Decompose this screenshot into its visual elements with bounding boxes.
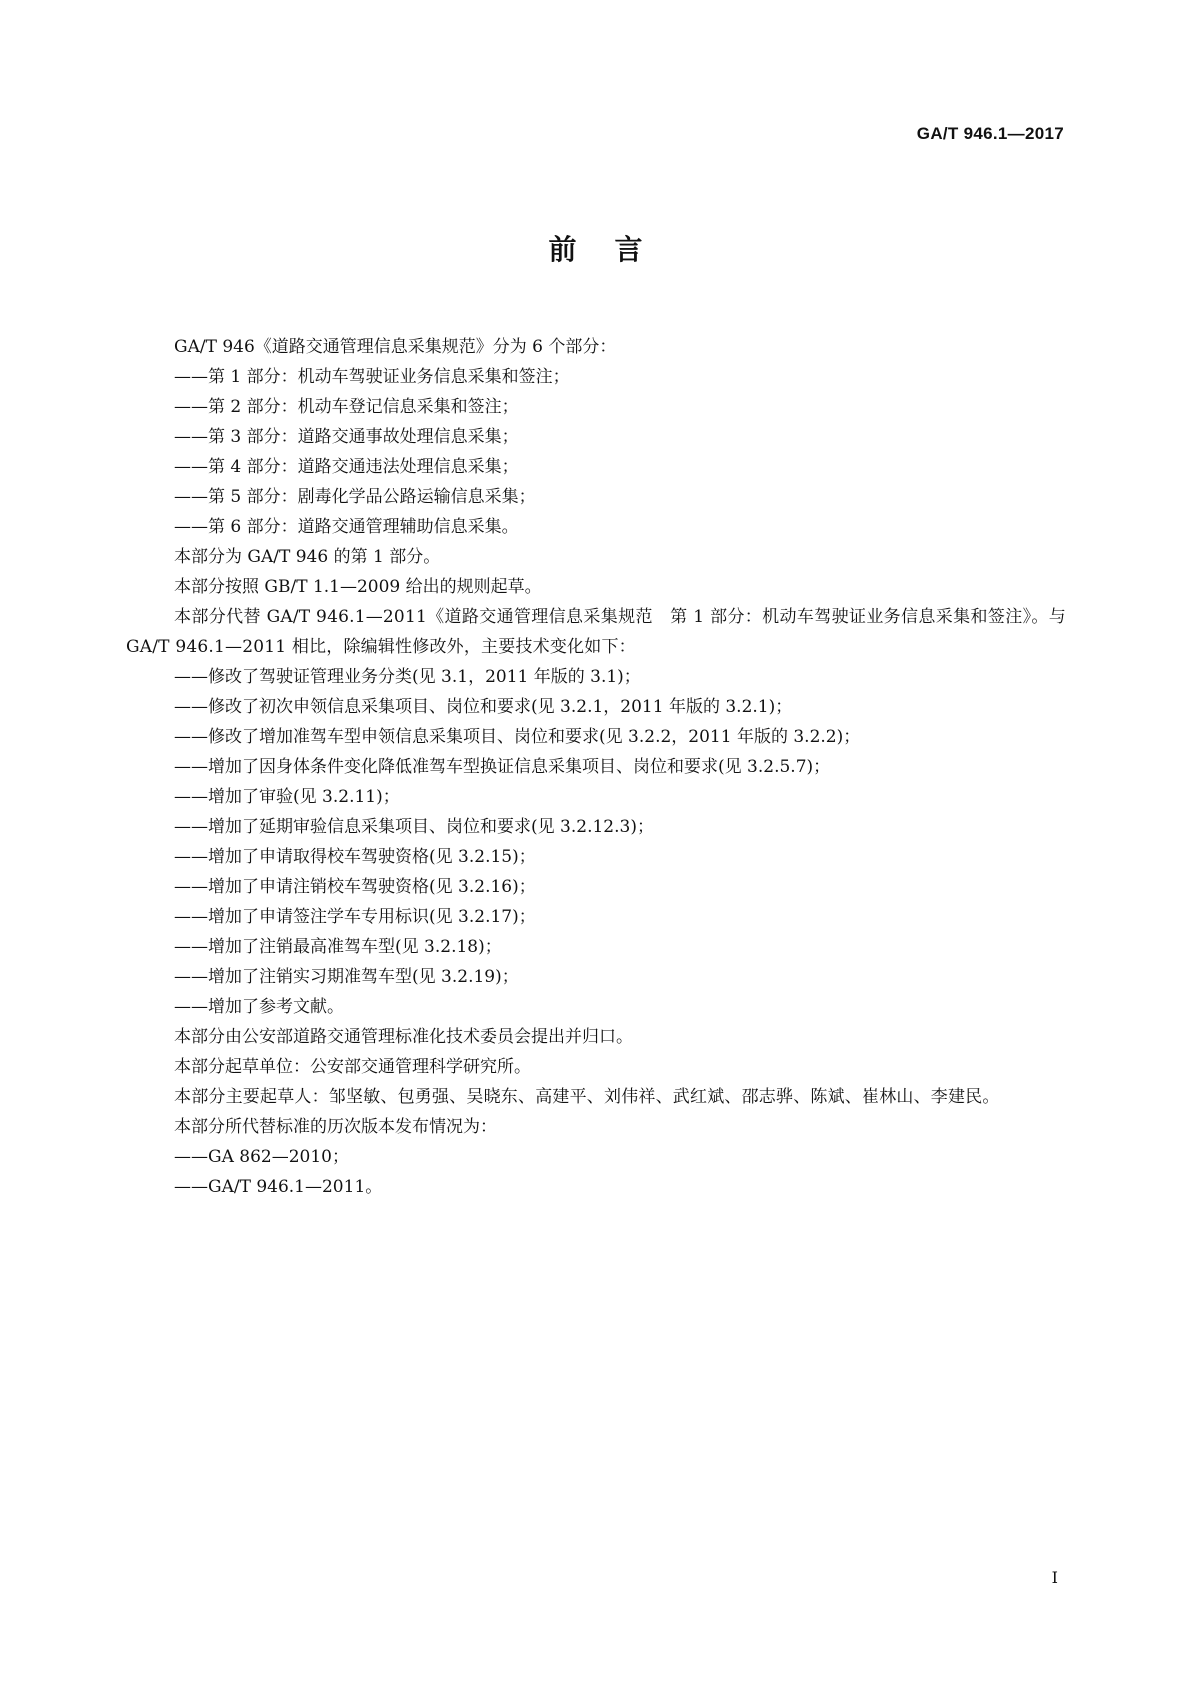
list-item: ——增加了申请注销校车驾驶资格(见 3.2.16)； — [174, 877, 536, 897]
list-item: ——增加了审验(见 3.2.11)； — [174, 787, 400, 807]
list-item: ——第 1 部分：机动车驾驶证业务信息采集和签注； — [174, 367, 570, 387]
paragraph: 本部分起草单位：公安部交通管理科学研究所。 — [174, 1057, 531, 1077]
list-item: ——第 4 部分：道路交通违法处理信息采集； — [174, 457, 519, 477]
list-item: ——增加了参考文献。 — [174, 997, 344, 1017]
paragraph: 本部分为 GA/T 946 的第 1 部分。 — [174, 547, 441, 567]
list-item: ——修改了驾驶证管理业务分类(见 3.1，2011 年版的 3.1)； — [174, 667, 641, 687]
paragraph-intro: GA/T 946《道路交通管理信息采集规范》分为 6 个部分： — [174, 337, 617, 357]
paragraph: 本部分按照 GB/T 1.1—2009 给出的规则起草。 — [174, 577, 542, 597]
foreword-body — [126, 332, 1066, 1202]
list-item: ——GA 862—2010； — [174, 1147, 349, 1167]
list-item: ——第 3 部分：道路交通事故处理信息采集； — [174, 427, 519, 447]
list-item: ——第 6 部分：道路交通管理辅助信息采集。 — [174, 517, 519, 537]
page-title: 前言 — [548, 233, 681, 266]
paragraph: 本部分由公安部道路交通管理标准化技术委员会提出并归口。 — [174, 1027, 633, 1047]
list-item: ——GA/T 946.1—2011。 — [174, 1177, 383, 1197]
list-item: ——增加了注销最高准驾车型(见 3.2.18)； — [174, 937, 502, 957]
list-item: ——第 5 部分：剧毒化学品公路运输信息采集； — [174, 487, 536, 507]
list-item: ——增加了因身体条件变化降低准驾车型换证信息采集项目、岗位和要求(见 3.2.5.7)； — [174, 757, 831, 777]
list-item: ——第 2 部分：机动车登记信息采集和签注； — [174, 397, 519, 417]
list-item: ——增加了申请签注学车专用标识(见 3.2.17)； — [174, 907, 536, 927]
standard-code: GA/T 946.1—2017 — [916, 124, 1064, 143]
list-item: ——增加了注销实习期准驾车型(见 3.2.19)； — [174, 967, 519, 987]
paragraph-drafters: 本部分主要起草人：邹坚敏、包勇强、吴晓东、高建平、刘伟祥、武红斌、邵志骅、陈斌、崔林山、李建民。 — [174, 1087, 1000, 1107]
paragraph-replacement: 本部分代替 GA/T 946.1—2011《道路交通管理信息采集规范 第 1 部分：机动车驾驶证业务信息采集和签注》。与 GA/T 946.1—2011 相比，除编辑性修改外，主要技术变化如下： — [126, 607, 1066, 657]
list-item: ——增加了延期审验信息采集项目、岗位和要求(见 3.2.12.3)； — [174, 817, 654, 837]
list-item: ——修改了初次申领信息采集项目、岗位和要求(见 3.2.1，2011 年版的 3.2.1)； — [174, 697, 793, 717]
list-item: ——修改了增加准驾车型申领信息采集项目、岗位和要求(见 3.2.2，2011 年版的 3.2.2)； — [174, 727, 861, 747]
page-number: I — [1051, 1568, 1058, 1587]
paragraph: 本部分所代替标准的历次版本发布情况为： — [174, 1117, 497, 1137]
list-item: ——增加了申请取得校车驾驶资格(见 3.2.15)； — [174, 847, 536, 867]
